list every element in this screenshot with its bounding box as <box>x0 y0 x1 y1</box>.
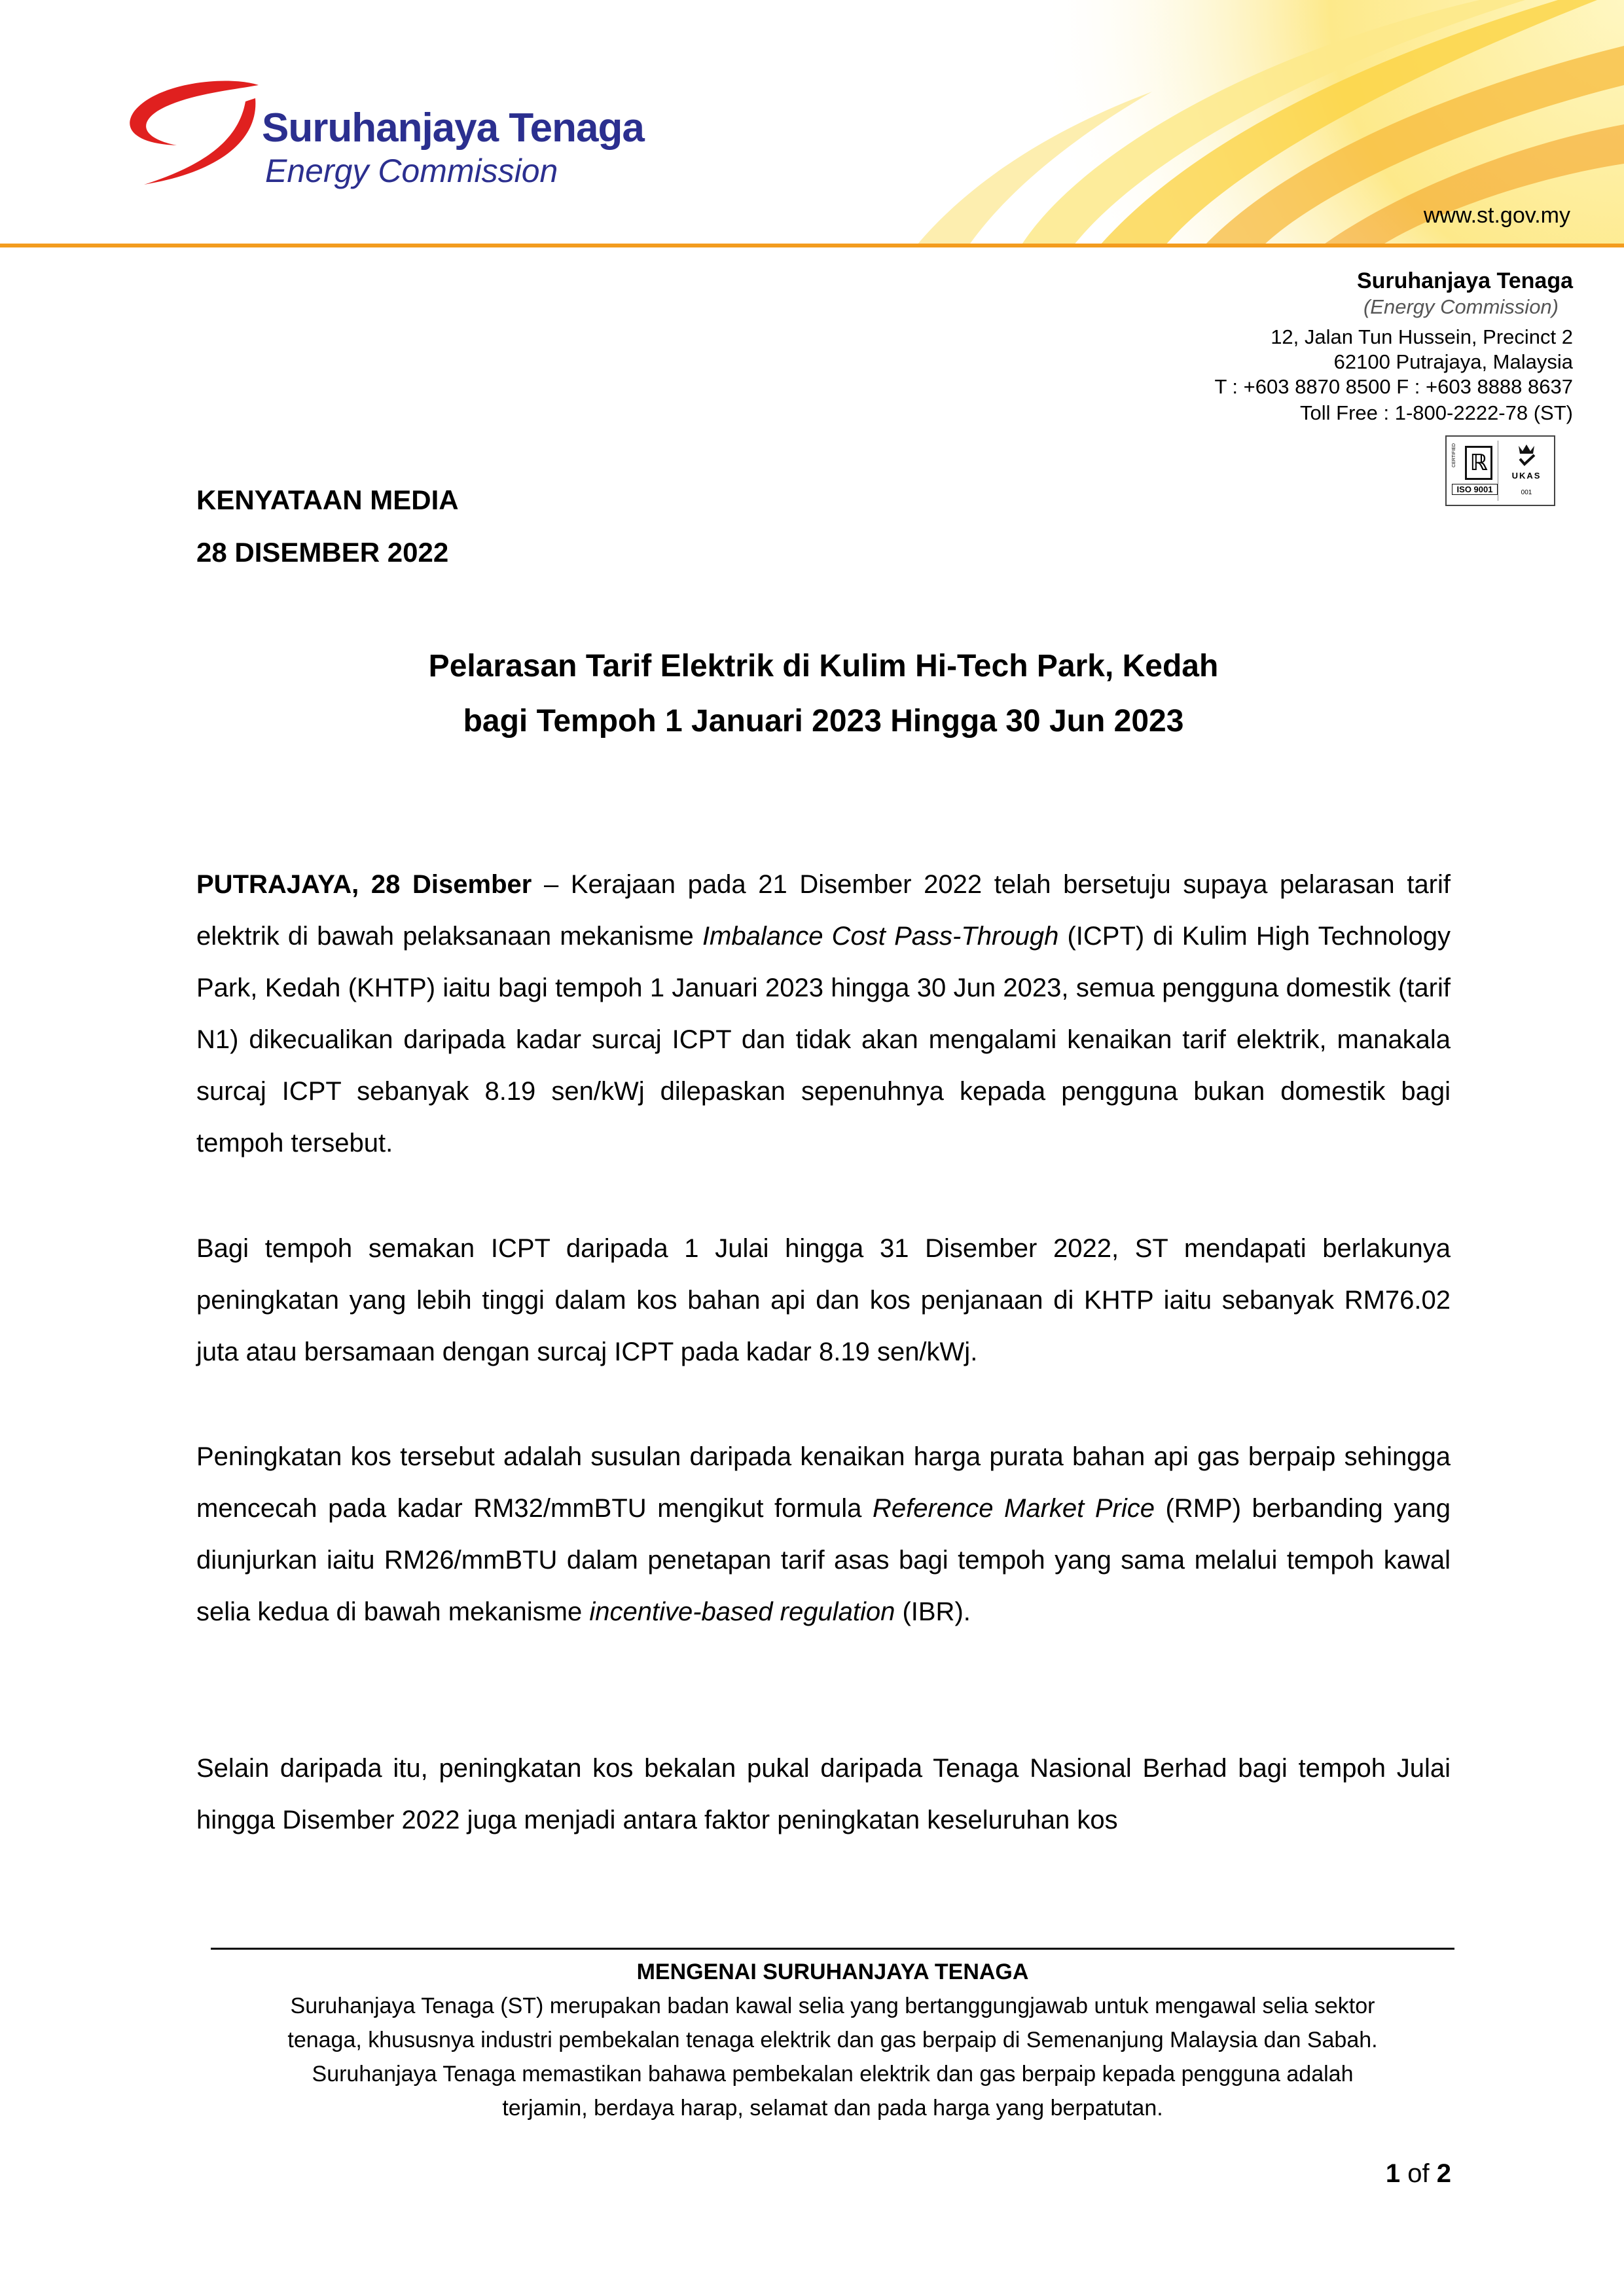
footer-line-2: tenaga, khususnya industri pembekalan tenaga elektrik dan gas berpaip di Semenanjung Malaysia dan Sabah. <box>287 2028 1378 2052</box>
title-line-1: Pelarasan Tarif Elektrik di Kulim Hi-Tech Park, Kedah <box>428 649 1219 683</box>
ukas-mark <box>1503 441 1550 501</box>
footer-line-3: Suruhanjaya Tenaga memastikan bahawa pembekalan elektrik dan gas berpaip kepada pengguna adalah <box>312 2062 1354 2086</box>
website-link[interactable]: www.st.gov.my <box>1423 203 1570 228</box>
document-type: KENYATAAN MEDIA <box>196 484 459 515</box>
ukas-label: UKAS <box>1511 471 1542 481</box>
page-of: of <box>1407 2159 1430 2188</box>
paragraph-3-text-b: (RMP) berbanding yang diunjurkan iaitu RM26/mmBTU dalam penetapan tarif asas bagi tempoh yang sama melalui tempoh kawal selia kedua di bawah mekanisme <box>196 1494 1451 1626</box>
page-current: 1 <box>1385 2159 1401 2188</box>
paragraph-1-text-b: (ICPT) di Kulim High Technology Park, Kedah (KHTP) iaitu bagi tempoh 1 Januari 2023 hingga 30 Jun 2023, semua pengguna domestik (tarif N1) dikecualikan daripada kadar surcaj ICPT dan tidak akan mengalami kenaikan tarif elektrik, manakala surcaj ICPT sebanyak 8.19 sen/kWj dilepaskan sepenuhnya kepada pengguna bukan domestik bagi tempoh tersebut. <box>196 922 1451 1157</box>
paragraph-3 <box>196 1431 1451 1638</box>
paragraph-3-text-c: (IBR). <box>895 1597 971 1626</box>
paragraph-1 <box>196 859 1451 1169</box>
certification-badge <box>1445 435 1555 506</box>
ukas-code: 001 <box>1521 489 1532 496</box>
address-tollfree: Toll Free : 1-800-2222-78 (ST) <box>1300 401 1573 424</box>
page-title <box>196 639 1451 749</box>
paragraph-3-text-a: Peningkatan kos tersebut adalah susulan daripada kenaikan harga purata bahan api gas berpaip sehingga mencecah pada kadar RM32/mmBTU mengikut formula <box>196 1442 1451 1523</box>
iso-label: ISO 9001 <box>1452 484 1498 495</box>
address-line-2: 62100 Putrajaya, Malaysia <box>1333 350 1573 373</box>
document-date: 28 DISEMBER 2022 <box>196 537 449 568</box>
page-number <box>1386 2159 1451 2189</box>
logo-subtitle: Energy Commission <box>265 153 558 189</box>
logo-swoosh-icon <box>118 72 268 190</box>
footer-line-1: Suruhanjaya Tenaga (ST) merupakan badan kawal selia yang bertanggungjawab untuk mengawal selia sektor <box>290 1994 1375 2018</box>
title-line-2: bagi Tempoh 1 Januari 2023 Hingga 30 Jun 2023 <box>463 704 1184 738</box>
iso-mark <box>1451 441 1498 501</box>
address-line-1: 12, Jalan Tun Hussein, Precinct 2 <box>1271 325 1573 348</box>
rmp-term: Reference Market Price <box>872 1494 1155 1523</box>
paragraph-1-text-a: – Kerajaan pada 21 Disember 2022 telah bersetuju supaya pelarasan tarif elektrik di bawah pelaksanaan mekanisme <box>196 870 1451 951</box>
paragraph-4: Selain daripada itu, peningkatan kos bekalan pukal daripada Tenaga Nasional Berhad bagi tempoh Julai hingga Disember 2022 juga menjadi antara faktor peningkatan keseluruhan kos <box>196 1754 1451 1834</box>
address-org-subtitle: (Energy Commission) <box>1363 295 1559 318</box>
footer-about <box>211 1948 1454 2125</box>
footer-title: MENGENAI SURUHANJAYA TENAGA <box>636 1959 1029 1984</box>
address-org-name: Suruhanjaya Tenaga <box>1356 268 1573 293</box>
icpt-term: Imbalance Cost Pass-Through <box>702 922 1059 951</box>
dateline: PUTRAJAYA, 28 Disember <box>196 870 532 899</box>
footer-line-4: terjamin, berdaya harap, selamat dan pada harga yang berpatutan. <box>502 2096 1163 2121</box>
logo-name: Suruhanjaya Tenaga <box>262 105 644 151</box>
crown-tick-icon <box>1515 442 1538 468</box>
paragraph-2: Bagi tempoh semakan ICPT daripada 1 Julai hingga 31 Disember 2022, ST mendapati berlakunya peningkatan yang lebih tinggi dalam kos bahan api dan kos penjanaan di KHTP iaitu sebanyak RM76.02 juta atau bersamaan dengan surcaj ICPT pada kadar 8.19 sen/kWj. <box>196 1234 1451 1366</box>
address-phone: T : +603 8870 8500 F : +603 8888 8637 <box>1214 375 1573 398</box>
certified-label: CERTIFIED <box>1452 443 1456 467</box>
ibr-term: incentive-based regulation <box>589 1597 895 1626</box>
page-total: 2 <box>1436 2159 1451 2188</box>
lr-mark-icon: ℝ <box>1465 446 1492 480</box>
